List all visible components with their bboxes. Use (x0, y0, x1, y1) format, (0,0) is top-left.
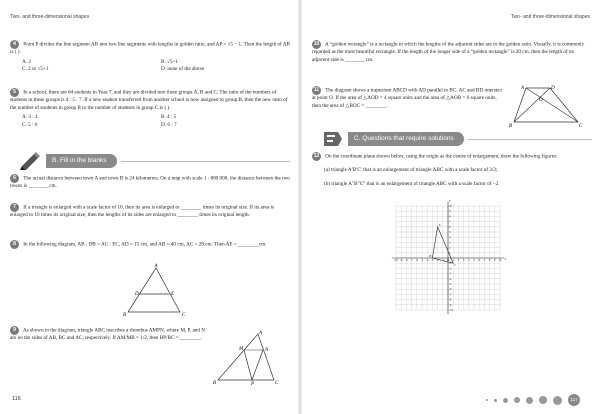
x-tick-label: 4 (468, 259, 470, 263)
question-number: 6 (10, 174, 19, 183)
page-dots (486, 394, 580, 406)
y-tick-label: 5 (449, 231, 451, 234)
y-tick-label: -1 (449, 262, 452, 266)
question-12 (312, 152, 592, 188)
x-tick-label: 1 (452, 259, 454, 263)
y-tick-label: -4 (449, 277, 452, 281)
section-divider (468, 139, 592, 140)
option-a[interactable]: A. 2 (22, 58, 31, 65)
question-4 (10, 40, 290, 74)
pencil-icon (20, 152, 42, 170)
x-tick-label: 9 (494, 259, 496, 263)
question-number: 12 (313, 153, 320, 159)
x-tick-label: -10 (394, 259, 398, 263)
question-text: The diagram shows a trapezium ABCD with AD parallel to BC. AC and BD intersect at point O. If the area of △AOD = 4 square units and the area of △AOB = 6 square units, then the area of △BOC = ________. (312, 87, 502, 109)
question-10 (312, 40, 592, 64)
label-m: M (239, 347, 244, 352)
option-a[interactable]: A. 3 : 4 (22, 114, 38, 121)
label-c: C (275, 381, 279, 386)
label-p: P (251, 382, 255, 386)
x-tick-label: 3 (462, 259, 465, 263)
question-7 (10, 203, 290, 220)
question-number: 5 (10, 88, 19, 97)
question-number: 10 (313, 41, 320, 47)
x-tick-label: -3 (431, 259, 434, 263)
x-tick-label: 5 (473, 259, 475, 263)
question-text: On the coordinate plane shown below, using the origin as the centre of enlargement, draw the following figures: (325, 153, 558, 160)
right-page (300, 0, 600, 414)
question-text: In the following diagram, AB : DB = AC : EC, AD = 15 cm, and AB = 40 cm, AC = 28 cm. Then AE = ________cm. (23, 241, 267, 248)
option-c[interactable]: C. 5 : 6 (22, 121, 38, 128)
y-tick-label: -8 (449, 298, 452, 302)
running-head-left: Two- and three-dimensional shapes (10, 14, 90, 20)
triangle-label-c: C (454, 263, 457, 268)
dot (514, 397, 520, 403)
y-tick-label: -9 (449, 303, 452, 307)
question-text: A “golden rectangle” is a rectangle in which the lengths of the adjacent sides are in the golden ratio. Visually, it is commonly regarded as the most beautiful rectangle. If the length of the longer side of a “golden rectangle” is 20 cm, then the length of its adjacent side is ________cm. (312, 41, 585, 63)
y-tick-label: 10 (449, 205, 452, 208)
options (10, 59, 290, 74)
part-b: (b) triangle A″B″C″ that is an enlargement of triangle ABC with a scale factor of −2. (324, 180, 500, 187)
bookmark-icon (322, 130, 344, 148)
y-tick-label: 9 (449, 210, 451, 214)
section-title: B. Fill in the blanks (46, 154, 117, 167)
y-tick-label: 1 (449, 251, 451, 255)
label-a: A (259, 331, 263, 336)
x-tick-label: -4 (426, 259, 429, 263)
x-tick-label: -5 (420, 259, 424, 263)
label-b: B (509, 124, 513, 128)
question-number: 9 (10, 326, 19, 335)
dot (526, 397, 533, 404)
dot (553, 396, 562, 405)
label-o: O (539, 98, 543, 103)
question-9 (10, 326, 210, 343)
y-tick-label: 4 (449, 236, 451, 240)
label-d: D (135, 292, 139, 297)
x-axis-label: x (504, 256, 507, 261)
question-text: If a triangle is enlarged with a scale factor of 10, then its area is enlarged to ________ times its original size. If its area is enlarged to 10 times its original size, then the lengths of its sides are enlarged to ________ times its original length. (10, 204, 274, 219)
label-b: B (123, 313, 127, 318)
question-number: 4 (10, 40, 19, 49)
options (10, 114, 290, 129)
x-tick-label: 8 (488, 259, 491, 263)
option-b[interactable]: B. 4 : 5 (161, 114, 177, 121)
x-tick-label: -7 (410, 259, 413, 263)
label-b: B (213, 381, 217, 386)
option-d[interactable]: D. 6 : 7 (161, 121, 177, 128)
dot (486, 399, 488, 401)
question-text: In a school, there are 64 students in Year 7, and they are divided into three groups A, B and C. The ratio of the numbers of students in these groups is 4 : 5 : 7. If a new student transferred from another school is now assigned to group B, then the new ratio of the number of students in group B to the number of students in group C is ( ). (10, 89, 288, 111)
y-tick-label: 7 (449, 220, 451, 224)
option-c[interactable]: C. 2 or √5+1 (22, 66, 49, 73)
x-tick-label: 2 (457, 259, 460, 263)
part-a: (a) triangle A′B′C′ that is an enlargement of triangle ABC with a scale factor of 3/2; (324, 167, 498, 174)
section-b-header (20, 152, 290, 170)
x-tick-label: O (447, 259, 449, 263)
y-tick-label: -2 (449, 267, 452, 271)
y-tick-label: 2 (449, 246, 451, 250)
section-c-header (322, 130, 592, 148)
page-number-right: 117 (568, 394, 580, 406)
y-tick-label: -10 (449, 309, 453, 312)
dot (503, 398, 508, 403)
figure-rhombus-9 (212, 330, 282, 386)
x-tick-label: -8 (405, 259, 408, 263)
page-number-left: 116 (12, 396, 21, 403)
question-number: 11 (313, 87, 320, 93)
label-c: C (182, 313, 186, 318)
y-tick-label: 3 (449, 241, 451, 245)
dot (494, 399, 497, 402)
question-6 (10, 174, 290, 191)
question-number: 7 (10, 203, 19, 212)
label-d: D (551, 86, 555, 91)
label-n: N (265, 348, 269, 353)
question-11 (312, 86, 502, 110)
x-tick-label: -2 (436, 259, 439, 263)
y-tick-label: -5 (449, 283, 452, 286)
coordinate-grid[interactable] (378, 200, 518, 318)
section-title: C. Questions that require solutions (348, 132, 464, 145)
y-tick-label: -6 (449, 288, 452, 292)
question-text: Point P divides the line segment AB into two line segments with lengths in golden ratio, and AP = √5 − 1. Then the length of AB is ( ). (10, 41, 291, 56)
y-tick-label: -7 (449, 293, 452, 297)
option-b[interactable]: B. √5+1 (161, 58, 179, 65)
label-e: E (171, 292, 175, 297)
label-a: A (521, 86, 525, 91)
y-tick-label: 6 (449, 225, 451, 229)
y-tick-label: -3 (449, 272, 452, 276)
x-tick-label: -9 (400, 259, 403, 263)
x-tick-label: 6 (478, 259, 480, 263)
question-text: As shown in the diagram, triangle ABC inscribes a rhombus AMPN, where M, P, and N are on the sides of AB, BC and AC, respectively. If AM/MB = 1/2, then BP/BC = ________. (10, 327, 205, 342)
x-tick-label: -6 (415, 259, 418, 263)
x-tick-label: -1 (441, 259, 444, 263)
question-8 (10, 240, 290, 249)
figure-triangle-8 (110, 262, 190, 318)
triangle-label-a: A (438, 222, 441, 227)
question-number: 8 (10, 240, 19, 249)
y-tick-label: 8 (449, 215, 451, 219)
running-head-right: Two- and three-dimensional shapes (510, 14, 590, 20)
x-tick-label: 10 (498, 259, 502, 263)
label-a: A (154, 264, 158, 269)
question-5 (10, 88, 290, 129)
label-c: C (579, 124, 583, 128)
dot (539, 396, 547, 404)
x-tick-label: 7 (483, 259, 486, 263)
y-axis-label: y (449, 200, 451, 203)
section-divider (121, 161, 290, 162)
option-d[interactable]: D. none of the above (161, 66, 205, 73)
question-text: The actual distance between town A and town B is 24 kilometres. On a map with scale 1 : 800 000, the distance between the two towns is ________cm. (10, 175, 290, 190)
triangle-label-b: B (429, 254, 432, 258)
figure-trapezium-11 (508, 84, 588, 128)
